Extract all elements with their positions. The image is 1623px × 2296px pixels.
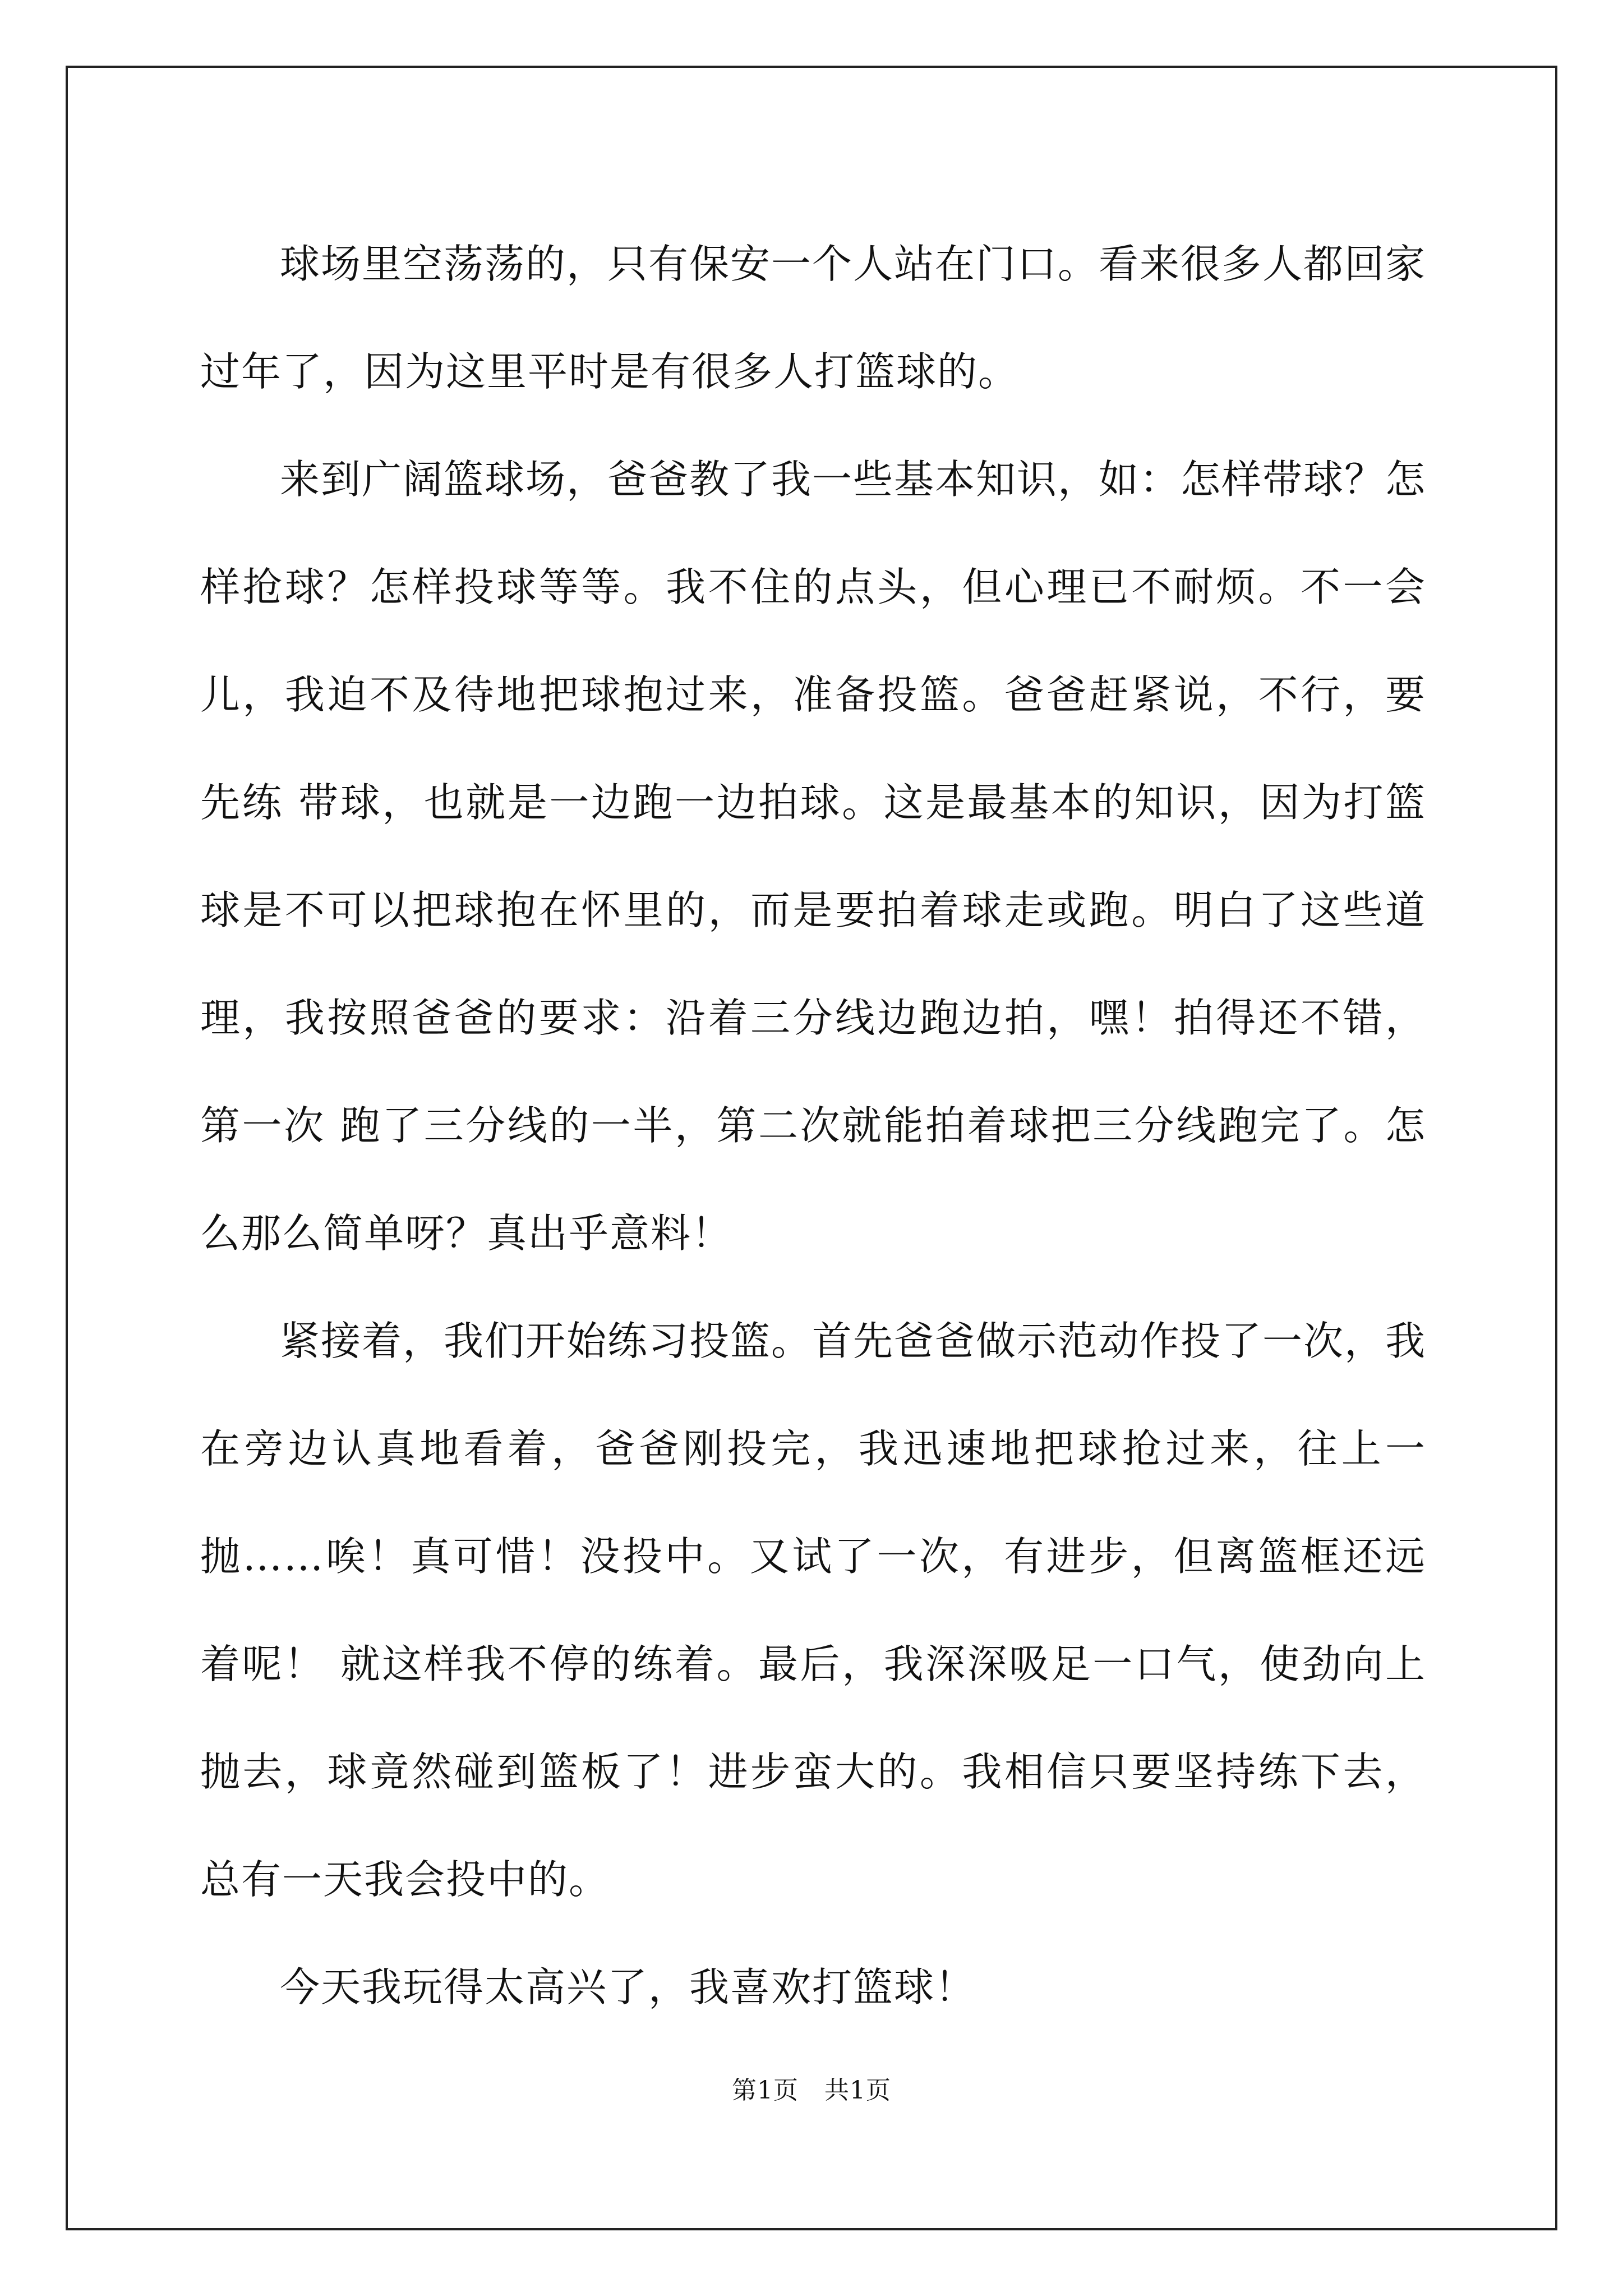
- page-number-current: 第1页: [732, 2076, 799, 2105]
- page-footer: [0, 2070, 1623, 2106]
- paragraph-4: 今天我玩得太高兴了，我喜欢打篮球！: [280, 1964, 976, 2010]
- page-number-total: 共1页: [824, 2076, 891, 2105]
- paragraph-1: 球场里空荡荡的，只有保安一个人站在门口。看来很多人都回家过年了，因为这里平时是有很多人打篮球的。: [200, 241, 1427, 395]
- paragraph-2: 来到广阔篮球场，爸爸教了我一些基本知识，如：怎样带球？怎样抢球？怎样投球等等。我不住的点头，但心理已不耐烦。不一会儿，我迫不及待地把球抱过来，准备投篮。爸爸赶紧说，不行，要先练 带球，也就是一边跑一边拍球。这是最基本的知识，因为打篮球是不可以把球抱在怀里的，而是要拍着球走或跑。明白了这些道理，我按照爸爸的要求：沿着三分线边跑边拍，嘿！拍得还不错，第一次 跑了三分线的一半，第二次就能拍着球把三分线跑完了。怎么那么简单呀？真出乎意料！: [200, 456, 1427, 1257]
- document-body: [200, 210, 1426, 2041]
- paragraph-3: 紧接着，我们开始练习投篮。首先爸爸做示范动作投了一次，我在旁边认真地看着，爸爸刚投完，我迅速地把球抢过来，往上一抛……唉！真可惜！没投中。又试了一次，有进步，但离篮框还远着呢！ 就这样我不停的练着。最后，我深深吸足一口气，使劲向上抛去，球竟然碰到篮板了！进步蛮大的。我相信只要坚持练下去，总有一天我会投中的。: [200, 1318, 1427, 1903]
